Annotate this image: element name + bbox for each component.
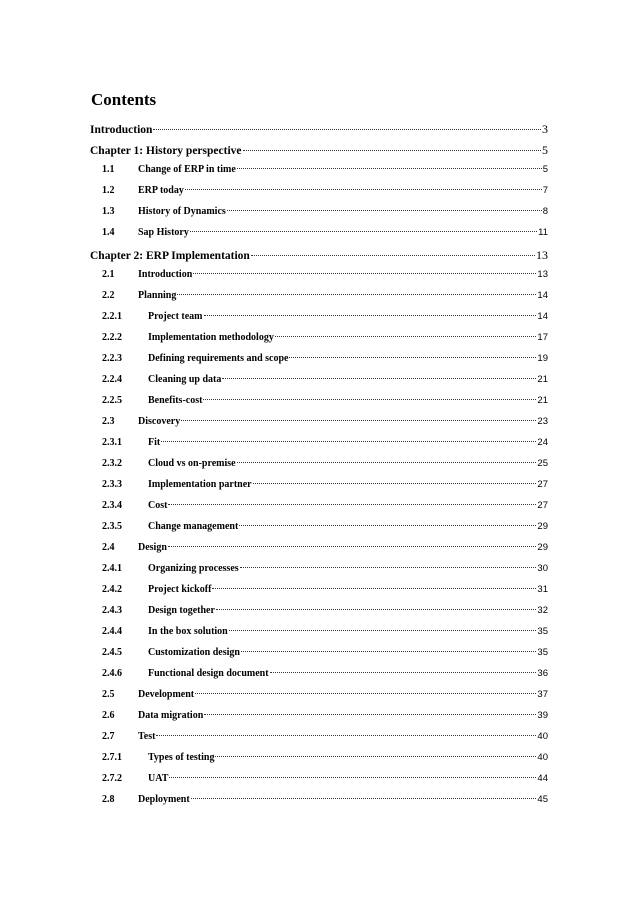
toc-entry-label: Project team <box>148 311 203 322</box>
toc-entry[interactable] <box>90 626 548 647</box>
toc-entry-page-number: 35 <box>537 626 548 637</box>
toc-entry-page-number: 40 <box>537 731 548 742</box>
toc-entry[interactable] <box>90 395 548 416</box>
dot-leader <box>237 168 542 169</box>
toc-entry-number: 2.7 <box>102 731 115 742</box>
toc-entry-page-number: 7 <box>542 185 548 196</box>
toc-entry-number: 2.2.5 <box>102 395 122 406</box>
toc-entry-page-number: 29 <box>537 521 548 532</box>
toc-entry-number: 2.2.2 <box>102 332 122 343</box>
toc-entry-label: Implementation methodology <box>148 332 274 343</box>
toc-entry-page-number: 21 <box>537 374 548 385</box>
toc-entry[interactable] <box>90 584 548 605</box>
dot-leader <box>222 378 536 379</box>
toc-entry-label: Cleaning up data <box>148 374 222 385</box>
toc-entry[interactable] <box>90 689 548 710</box>
toc-entry-page-number: 13 <box>536 248 548 262</box>
dot-leader <box>212 588 536 589</box>
dot-leader <box>241 651 536 652</box>
dot-leader <box>215 756 536 757</box>
toc-entry-page-number: 11 <box>538 227 548 238</box>
toc-entry-number: 2.2 <box>102 290 115 301</box>
toc-entry-number: 2.4.4 <box>102 626 122 637</box>
dot-leader <box>195 693 536 694</box>
toc-entry[interactable] <box>90 416 548 437</box>
toc-entry-number: 2.4.1 <box>102 563 122 574</box>
toc-entry[interactable] <box>90 311 548 332</box>
toc-entry-number: 2.3.1 <box>102 437 122 448</box>
toc-entry-number: 2.3.2 <box>102 458 122 469</box>
toc-entry-page-number: 19 <box>537 353 548 364</box>
dot-leader <box>191 798 537 799</box>
table-of-contents <box>90 122 548 815</box>
toc-entry[interactable] <box>90 668 548 689</box>
dot-leader <box>168 504 536 505</box>
toc-entry-label: History of Dynamics <box>138 206 226 217</box>
toc-entry-number: 1.2 <box>102 185 115 196</box>
toc-entry-label: Chapter 1: History perspective <box>90 145 242 157</box>
dot-leader <box>153 129 541 130</box>
dot-leader <box>168 546 537 547</box>
toc-entry[interactable] <box>90 332 548 353</box>
toc-entry-label: Implementation partner <box>148 479 252 490</box>
toc-entry[interactable] <box>90 773 548 794</box>
toc-entry[interactable] <box>90 458 548 479</box>
toc-entry-label: Cloud vs on-premise <box>148 458 236 469</box>
toc-entry-page-number: 39 <box>537 710 548 721</box>
toc-entry[interactable] <box>90 710 548 731</box>
toc-entry-label: Benefits-cost <box>148 395 203 406</box>
toc-entry[interactable] <box>90 731 548 752</box>
toc-entry-label: Customization design <box>148 647 240 658</box>
toc-entry[interactable] <box>90 500 548 521</box>
toc-entry-label: Development <box>138 689 195 700</box>
toc-entry-number: 2.4 <box>102 542 115 553</box>
toc-entry-page-number: 45 <box>537 794 548 805</box>
toc-entry-number: 1.4 <box>102 227 115 238</box>
toc-entry-page-number: 40 <box>537 752 548 763</box>
toc-entry[interactable] <box>90 437 548 458</box>
toc-entry-label: Change management <box>148 521 239 532</box>
dot-leader <box>289 357 536 358</box>
toc-entry[interactable] <box>90 122 548 143</box>
toc-entry-number: 2.2.3 <box>102 353 122 364</box>
toc-entry-number: 2.7.1 <box>102 752 122 763</box>
toc-entry-page-number: 13 <box>537 269 548 280</box>
toc-entry[interactable] <box>90 563 548 584</box>
toc-entry-label: Defining requirements and scope <box>148 353 289 364</box>
toc-entry-number: 2.6 <box>102 710 115 721</box>
dot-leader <box>161 441 536 442</box>
toc-entry-label: Cost <box>148 500 168 511</box>
toc-entry-label: Introduction <box>138 269 193 280</box>
toc-entry-page-number: 8 <box>542 206 548 217</box>
dot-leader <box>243 150 542 151</box>
toc-entry[interactable] <box>90 185 548 206</box>
toc-entry-label: Design together <box>148 605 215 616</box>
toc-entry-page-number: 32 <box>537 605 548 616</box>
toc-entry-page-number: 30 <box>537 563 548 574</box>
dot-leader <box>253 483 537 484</box>
toc-entry-page-number: 24 <box>537 437 548 448</box>
toc-entry[interactable] <box>90 479 548 500</box>
toc-entry-label: Organizing processes <box>148 563 239 574</box>
toc-entry[interactable] <box>90 542 548 563</box>
toc-entry-number: 2.8 <box>102 794 115 805</box>
toc-entry-label: UAT <box>148 773 169 784</box>
toc-entry-number: 2.2.4 <box>102 374 122 385</box>
toc-entry[interactable] <box>90 290 548 311</box>
toc-entry-page-number: 21 <box>537 395 548 406</box>
toc-entry[interactable] <box>90 206 548 227</box>
dot-leader <box>237 462 537 463</box>
dot-leader <box>275 336 537 337</box>
toc-entry[interactable] <box>90 353 548 374</box>
dot-leader <box>204 315 537 316</box>
dot-leader <box>203 399 536 400</box>
toc-entry-page-number: 31 <box>537 584 548 595</box>
toc-entry-label: ERP today <box>138 185 184 196</box>
toc-entry-page-number: 23 <box>537 416 548 427</box>
dot-leader <box>240 567 537 568</box>
toc-entry-label: Design <box>138 542 167 553</box>
dot-leader <box>229 630 537 631</box>
dot-leader <box>190 231 537 232</box>
toc-entry-label: Fit <box>148 437 161 448</box>
toc-entry-label: Functional design document <box>148 668 269 679</box>
dot-leader <box>169 777 536 778</box>
toc-entry-label: In the box solution <box>148 626 228 637</box>
toc-entry-page-number: 44 <box>537 773 548 784</box>
toc-entry-label: Planning <box>138 290 177 301</box>
toc-entry[interactable] <box>90 605 548 626</box>
toc-entry-page-number: 35 <box>537 647 548 658</box>
toc-entry-number: 2.3.4 <box>102 500 122 511</box>
dot-leader <box>251 255 535 256</box>
toc-entry-label: Introduction <box>90 124 153 136</box>
toc-entry-page-number: 27 <box>537 479 548 490</box>
toc-entry-number: 1.1 <box>102 164 115 175</box>
toc-entry[interactable] <box>90 752 548 773</box>
toc-entry-page-number: 5 <box>542 143 548 157</box>
toc-entry-label: Data migration <box>138 710 204 721</box>
toc-entry-page-number: 14 <box>537 311 548 322</box>
toc-entry-page-number: 25 <box>537 458 548 469</box>
toc-entry-label: Deployment <box>138 794 190 805</box>
dot-leader <box>204 714 536 715</box>
toc-entry-number: 1.3 <box>102 206 115 217</box>
toc-entry[interactable] <box>90 794 548 815</box>
dot-leader <box>181 420 536 421</box>
toc-entry-label: Types of testing <box>148 752 215 763</box>
toc-entry-page-number: 37 <box>537 689 548 700</box>
toc-entry[interactable] <box>90 143 548 164</box>
toc-entry-number: 2.4.6 <box>102 668 122 679</box>
toc-entry-number: 2.7.2 <box>102 773 122 784</box>
toc-entry-page-number: 5 <box>542 164 548 175</box>
toc-entry-number: 2.3 <box>102 416 115 427</box>
toc-entry-page-number: 27 <box>537 500 548 511</box>
toc-entry[interactable] <box>90 248 548 269</box>
toc-entry-label: Change of ERP in time <box>138 164 236 175</box>
contents-heading: Contents <box>91 90 157 109</box>
toc-entry-label: Discovery <box>138 416 181 427</box>
dot-leader <box>227 210 542 211</box>
toc-entry[interactable] <box>90 269 548 290</box>
dot-leader <box>177 294 536 295</box>
toc-entry-number: 2.1 <box>102 269 115 280</box>
toc-entry-number: 2.3.3 <box>102 479 122 490</box>
toc-entry-page-number: 17 <box>537 332 548 343</box>
toc-entry-page-number: 3 <box>542 122 548 136</box>
toc-entry[interactable] <box>90 227 548 248</box>
toc-entry-page-number: 36 <box>537 668 548 679</box>
toc-entry[interactable] <box>90 647 548 668</box>
toc-entry-number: 2.5 <box>102 689 115 700</box>
toc-entry[interactable] <box>90 521 548 542</box>
toc-entry-page-number: 14 <box>537 290 548 301</box>
dot-leader <box>156 735 536 736</box>
dot-leader <box>185 189 542 190</box>
toc-entry[interactable] <box>90 164 548 185</box>
toc-entry-number: 2.3.5 <box>102 521 122 532</box>
toc-entry-number: 2.4.3 <box>102 605 122 616</box>
dot-leader <box>239 525 536 526</box>
dot-leader <box>270 672 537 673</box>
dot-leader <box>193 273 536 274</box>
toc-entry-number: 2.4.2 <box>102 584 122 595</box>
dot-leader <box>216 609 536 610</box>
toc-entry-label: Project kickoff <box>148 584 212 595</box>
toc-entry-number: 2.4.5 <box>102 647 122 658</box>
toc-entry-page-number: 29 <box>537 542 548 553</box>
toc-entry-number: 2.2.1 <box>102 311 122 322</box>
toc-entry[interactable] <box>90 374 548 395</box>
toc-entry-label: Sap History <box>138 227 189 238</box>
toc-entry-label: Test <box>138 731 156 742</box>
toc-entry-label: Chapter 2: ERP Implementation <box>90 250 250 262</box>
